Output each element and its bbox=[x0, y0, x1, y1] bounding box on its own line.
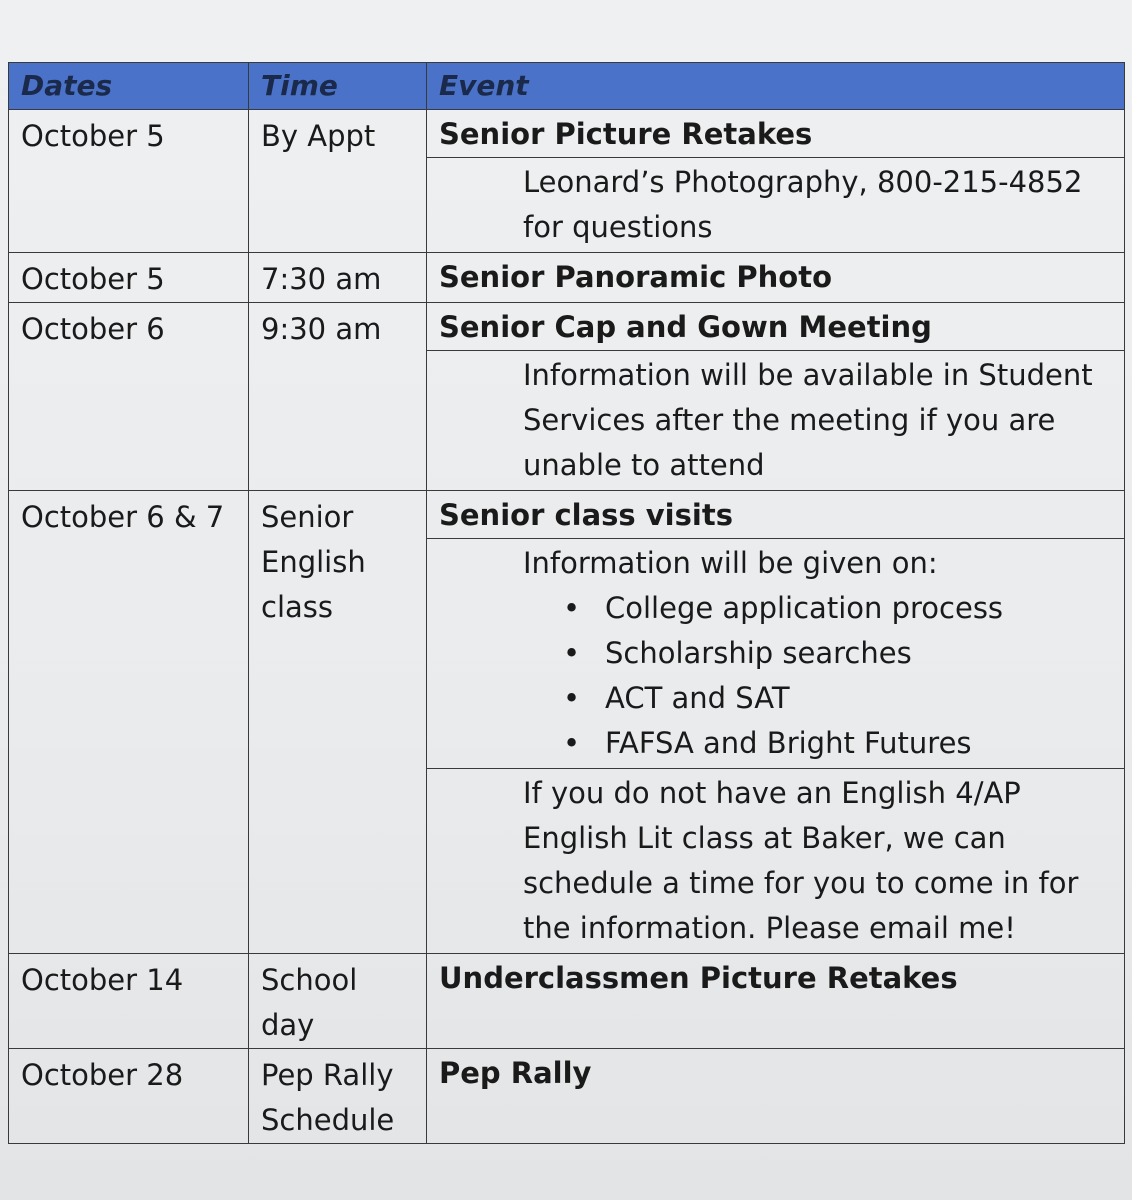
date-cell: October 5 bbox=[9, 253, 249, 303]
time-cell: School day bbox=[249, 954, 427, 1049]
table-row bbox=[9, 1049, 1125, 1144]
time-cell: 9:30 am bbox=[249, 303, 427, 491]
header-event: Event bbox=[427, 63, 1125, 110]
event-title: Underclassmen Picture Retakes bbox=[427, 954, 1125, 1049]
event-title: Senior Picture Retakes bbox=[427, 110, 1125, 158]
bullet-icon: • bbox=[563, 591, 581, 625]
list-item-text: College application process bbox=[605, 591, 1004, 625]
bullet-icon: • bbox=[563, 636, 581, 670]
event-detail bbox=[427, 539, 1125, 769]
event-detail: Information will be available in Student Services after the meeting if you are unable to attend bbox=[427, 351, 1125, 491]
time-cell: Senior English class bbox=[249, 491, 427, 954]
list-item bbox=[523, 631, 1116, 676]
table-row bbox=[9, 110, 1125, 158]
list-item-text: ACT and SAT bbox=[605, 681, 790, 715]
header-time: Time bbox=[249, 63, 427, 110]
time-cell: Pep Rally Schedule bbox=[249, 1049, 427, 1144]
event-title: Senior Panoramic Photo bbox=[427, 253, 1125, 303]
table-row bbox=[9, 253, 1125, 303]
event-note: If you do not have an English 4/AP English Lit class at Baker, we can schedule a time for you to come in for the information. Please email me! bbox=[427, 769, 1125, 954]
date-cell: October 28 bbox=[9, 1049, 249, 1144]
event-title: Senior Cap and Gown Meeting bbox=[427, 303, 1125, 351]
date-cell: October 5 bbox=[9, 110, 249, 253]
info-bullet-list bbox=[523, 586, 1116, 766]
list-item bbox=[523, 586, 1116, 631]
bullet-icon: • bbox=[563, 681, 581, 715]
time-cell: 7:30 am bbox=[249, 253, 427, 303]
table-row bbox=[9, 954, 1125, 1049]
date-cell: October 6 & 7 bbox=[9, 491, 249, 954]
list-item-text: FAFSA and Bright Futures bbox=[605, 726, 972, 760]
event-title: Senior class visits bbox=[427, 491, 1125, 539]
time-cell: By Appt bbox=[249, 110, 427, 253]
date-cell: October 14 bbox=[9, 954, 249, 1049]
header-dates: Dates bbox=[9, 63, 249, 110]
events-schedule-table bbox=[8, 62, 1125, 1144]
bullet-icon: • bbox=[563, 726, 581, 760]
event-detail: Leonard’s Photography, 800-215-4852 for questions bbox=[427, 158, 1125, 253]
list-item-text: Scholarship searches bbox=[605, 636, 912, 670]
list-item bbox=[523, 676, 1116, 721]
info-intro: Information will be given on: bbox=[523, 546, 938, 580]
list-item bbox=[523, 721, 1116, 766]
header-row bbox=[9, 63, 1125, 110]
date-cell: October 6 bbox=[9, 303, 249, 491]
table-row bbox=[9, 303, 1125, 351]
event-title: Pep Rally bbox=[427, 1049, 1125, 1144]
table-row bbox=[9, 491, 1125, 539]
